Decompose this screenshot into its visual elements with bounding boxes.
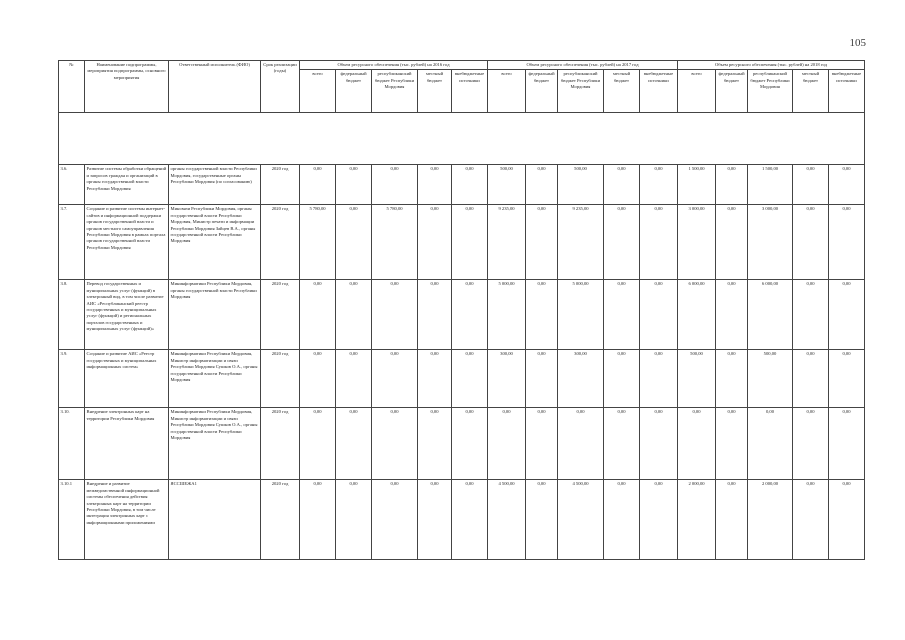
row-code: 3.10. [59,408,85,480]
row-value: 0,00 [418,205,452,280]
row-value: 0,00 [558,408,604,480]
resource-table [58,60,865,560]
row-value: 0,00 [640,280,678,350]
row-name: Внедрение и развитие межведомственной информационной системы обеспечения действия электронных карт на территории Республики Мордовия, в том числе интеграция электронных карт с информационными приложениями [85,480,169,560]
row-value: 0,00 [372,480,418,560]
row-value: 0,00 [793,408,829,480]
row-value: 0,00 [793,165,829,205]
row-value: 0,00 [829,350,865,408]
row-value: 0,00 [640,205,678,280]
subheader-local: местный бюджет [418,70,452,113]
subheader-total: всего [678,70,716,113]
row-value: 0,00 [829,408,865,480]
row-value: 4 500,00 [558,480,604,560]
row-value: 500,00 [748,350,793,408]
row-value: 0,00 [604,165,640,205]
row-value: 0,00 [793,350,829,408]
row-code: 3.9. [59,350,85,408]
row-name: Создание и развитие системы интернет-сайтов и информационной поддержки органов государственной власти и органов местного самоуправления Республики Мордовия в рамках портала органов государственной власти Республики Мордовия [85,205,169,280]
row-value: 0,00 [793,280,829,350]
header-num: № [59,61,85,113]
row-value: 0,00 [640,165,678,205]
row-value: 5 000,00 [488,280,526,350]
row-value: 0,00 [716,480,748,560]
spacer-cell [59,113,865,165]
row-code: 3.7. [59,205,85,280]
row-term: 2020 год [261,408,300,480]
row-value: 6 000,00 [748,280,793,350]
row-value: 0,00 [300,165,336,205]
subheader-local: местный бюджет [604,70,640,113]
row-name: Создание и развитие АИС «Реестр государственных и муниципальных информационных систем» [85,350,169,408]
row-value: 1 500,00 [748,165,793,205]
row-value: 0,00 [748,408,793,480]
header-name: Наименование подпрограммы, мероприятия подпрограммы, основного мероприятия [85,61,169,113]
row-value: 0,00 [452,408,488,480]
row-value: 3 000,00 [678,205,716,280]
table-row [59,165,865,205]
row-value: 0,00 [526,205,558,280]
table-row [59,280,865,350]
row-value: 0,00 [716,205,748,280]
row-value: 0,00 [336,205,372,280]
header-executor: Ответственный исполнитель (ФИО) [169,61,261,113]
subheader-federal: федеральный бюджет [526,70,558,113]
row-value: 2 000,00 [748,480,793,560]
row-executor: Мининформатики Республики Мордовия, органы государственной власти Республики Мордовия [169,280,261,350]
row-value: 0,00 [829,480,865,560]
row-term: 2020 год [261,165,300,205]
row-value: 0,00 [336,350,372,408]
row-term: 2020 год [261,205,300,280]
row-code: 3.10.1 [59,480,85,560]
row-value: 0,00 [300,408,336,480]
row-value: 0,00 [300,480,336,560]
header-group-2018: Объем ресурсного обеспечения (тыс. рублей) на 2018 год [678,61,865,70]
header-group-2016: Объем ресурсного обеспечения (тыс. рублей) на 2016 год [300,61,488,70]
row-executor: Минсвязи Республики Мордовия, органы государственной власти Республики Мордовия, Министр печати и информации Республики Мордовия Зайцев В.А., органы государственной власти Республики Мордовия [169,205,261,280]
row-executor: ЯССШЕЖА1 [169,480,261,560]
row-value: 0,00 [526,280,558,350]
subheader-republic: республиканский бюджет Республики Мордовия [372,70,418,113]
row-value: 0,00 [300,350,336,408]
subheader-federal: федеральный бюджет [716,70,748,113]
row-value: 0,00 [452,480,488,560]
row-value: 0,00 [418,165,452,205]
subheader-republic: республиканский бюджет Республики Мордовия [558,70,604,113]
row-value: 0,00 [336,280,372,350]
row-value: 0,00 [640,480,678,560]
row-value: 0,00 [829,205,865,280]
subheader-extra: внебюджетные источники [452,70,488,113]
row-code: 3.8. [59,280,85,350]
row-value: 6 000,00 [678,280,716,350]
row-value: 0,00 [716,350,748,408]
row-value: 0,00 [829,280,865,350]
row-value: 0,00 [640,350,678,408]
subheader-local: местный бюджет [793,70,829,113]
row-value: 0,00 [452,205,488,280]
header-term: Срок реализации (годы) [261,61,300,113]
row-value: 0,00 [526,480,558,560]
row-value: 0,00 [604,205,640,280]
row-value: 0,00 [640,408,678,480]
row-value: 0,00 [418,480,452,560]
row-value: 0,00 [418,280,452,350]
row-value: 0,00 [372,165,418,205]
subheader-extra: внебюджетные источники [640,70,678,113]
row-value: 0,00 [418,408,452,480]
row-value: 0,00 [604,408,640,480]
row-value: 0,00 [372,280,418,350]
row-value: 0,00 [452,350,488,408]
row-value: 0,00 [526,165,558,205]
row-value: 0,00 [526,408,558,480]
row-value: 1 500,00 [678,165,716,205]
row-executor: Мининформатики Республики Мордовия, Министр информатизации и связи Республики Мордовия Сушков О.А., органы государственной власти Республики Мордовия [169,350,261,408]
table-row [59,205,865,280]
table-row [59,350,865,408]
subheader-total: всего [488,70,526,113]
row-term: 2020 год [261,350,300,408]
subheader-extra: внебюджетные источники [829,70,865,113]
row-value: 0,00 [716,280,748,350]
table-row [59,408,865,480]
row-term: 2020 год [261,480,300,560]
row-value: 0,00 [604,480,640,560]
row-value: 2 000,00 [678,480,716,560]
row-value: 0,00 [418,350,452,408]
row-value: 0,00 [300,280,336,350]
row-value: 500,00 [488,165,526,205]
page-number: 105 [849,37,866,49]
row-value: 0,00 [793,205,829,280]
row-value: 9 235,00 [488,205,526,280]
row-value: 9 235,00 [558,205,604,280]
row-value: 0,00 [716,408,748,480]
row-value: 5 780,00 [372,205,418,280]
row-name: Внедрение электронных карт на территории Республики Мордовия [85,408,169,480]
row-value: 0,00 [336,165,372,205]
row-value: 0,00 [678,408,716,480]
subheader-republic: республиканский бюджет Республики Мордовия [748,70,793,113]
row-executor: Мининформатики Республики Мордовия, Министр информатизации и связи Республики Мордовия Сушков О.А., органы государственной власти Республики Мордовия [169,408,261,480]
row-value: 0,00 [604,350,640,408]
subheader-federal: федеральный бюджет [336,70,372,113]
row-code: 3.6. [59,165,85,205]
row-value: 5 000,00 [558,280,604,350]
row-value: 0,00 [372,350,418,408]
row-value: 500,00 [558,165,604,205]
row-value: 0,00 [452,165,488,205]
row-value: 0,00 [526,350,558,408]
row-value: 5 780,00 [300,205,336,280]
row-value: 0,00 [604,280,640,350]
subheader-total: всего [300,70,336,113]
row-value: 300,00 [558,350,604,408]
row-term: 2020 год [261,280,300,350]
header-group-2017: Объем ресурсного обеспечения (тыс. рублей) на 2017 год [488,61,678,70]
row-value: 0,00 [452,280,488,350]
row-value: 0,00 [336,480,372,560]
row-value: 300,00 [488,350,526,408]
table-body [59,113,865,560]
row-value: 4 500,00 [488,480,526,560]
row-value: 0,00 [716,165,748,205]
row-value: 3 000,00 [748,205,793,280]
row-executor: органы государственной власти Республики Мордовия, государственные органы Республики Мордовия (по согласованию) [169,165,261,205]
table-row [59,480,865,560]
row-value: 0,00 [372,408,418,480]
row-name: Перевод государственных и муниципальных услуг (функций) в электронный вид, в том числе развитие АИС «Республиканский реестр государственных и муниципальных услуг (функций) и региональных порталов государственных и муниципальных услуг (функций)» [85,280,169,350]
row-value: 500,00 [678,350,716,408]
row-value: 0,00 [488,408,526,480]
row-name: Развитие системы обработки обращений и запросов граждан и организаций в органы государственной власти Республики Мордовия [85,165,169,205]
row-value: 0,00 [336,408,372,480]
row-value: 0,00 [829,165,865,205]
row-value: 0,00 [793,480,829,560]
